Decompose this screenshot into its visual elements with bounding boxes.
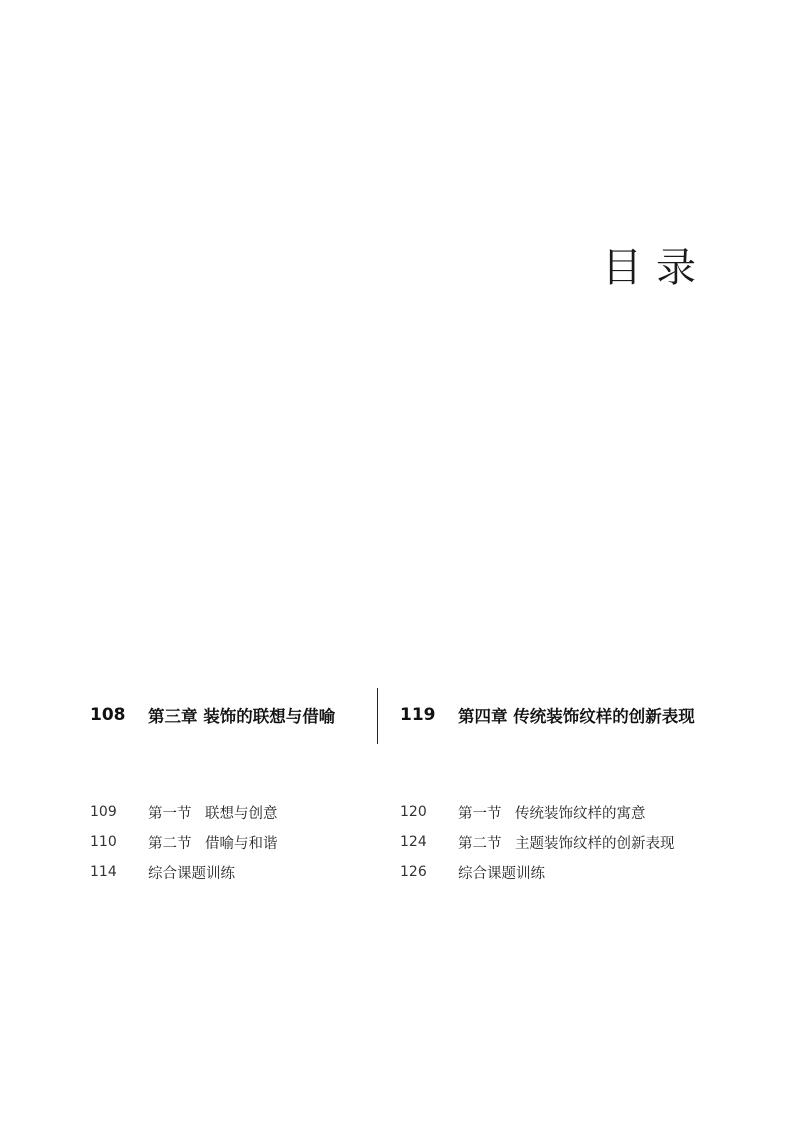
chapter-title: 第三章 装饰的联想与借喻 xyxy=(148,707,336,726)
chapter-3-sections xyxy=(90,797,278,887)
toc-entry[interactable] xyxy=(90,827,278,857)
entry-section-label: 第二节 xyxy=(458,835,502,852)
toc-entry[interactable] xyxy=(90,797,278,827)
chapter-4-sections xyxy=(400,797,675,887)
entry-page-number: 120 xyxy=(400,804,427,820)
toc-entry[interactable] xyxy=(400,797,675,827)
entry-title: 联想与创意 xyxy=(205,805,278,822)
chapter-heading-4[interactable] xyxy=(400,700,695,730)
toc-title: 目录 xyxy=(602,245,710,291)
chapter-title: 第四章 传统装饰纹样的创新表现 xyxy=(458,707,695,726)
chapter-heading-3[interactable] xyxy=(90,700,335,730)
column-divider xyxy=(377,688,378,744)
entry-title: 传统装饰纹样的寓意 xyxy=(515,805,646,822)
entry-section-label: 第二节 xyxy=(148,835,192,852)
entry-title: 借喻与和谐 xyxy=(205,835,278,852)
entry-title: 综合课题训练 xyxy=(148,865,235,882)
entry-title: 主题装饰纹样的创新表现 xyxy=(515,835,675,852)
entry-section-label: 第一节 xyxy=(148,805,192,822)
entry-title: 综合课题训练 xyxy=(458,865,545,882)
toc-entry[interactable] xyxy=(90,857,278,887)
entry-page-number: 114 xyxy=(90,864,117,880)
chapter-page-number: 119 xyxy=(400,705,436,725)
entry-page-number: 109 xyxy=(90,804,117,820)
toc-entry[interactable] xyxy=(400,857,675,887)
chapter-page-number: 108 xyxy=(90,705,126,725)
entry-section-label: 第一节 xyxy=(458,805,502,822)
entry-page-number: 126 xyxy=(400,864,427,880)
entry-page-number: 124 xyxy=(400,834,427,850)
entry-page-number: 110 xyxy=(90,834,117,850)
toc-entry[interactable] xyxy=(400,827,675,857)
